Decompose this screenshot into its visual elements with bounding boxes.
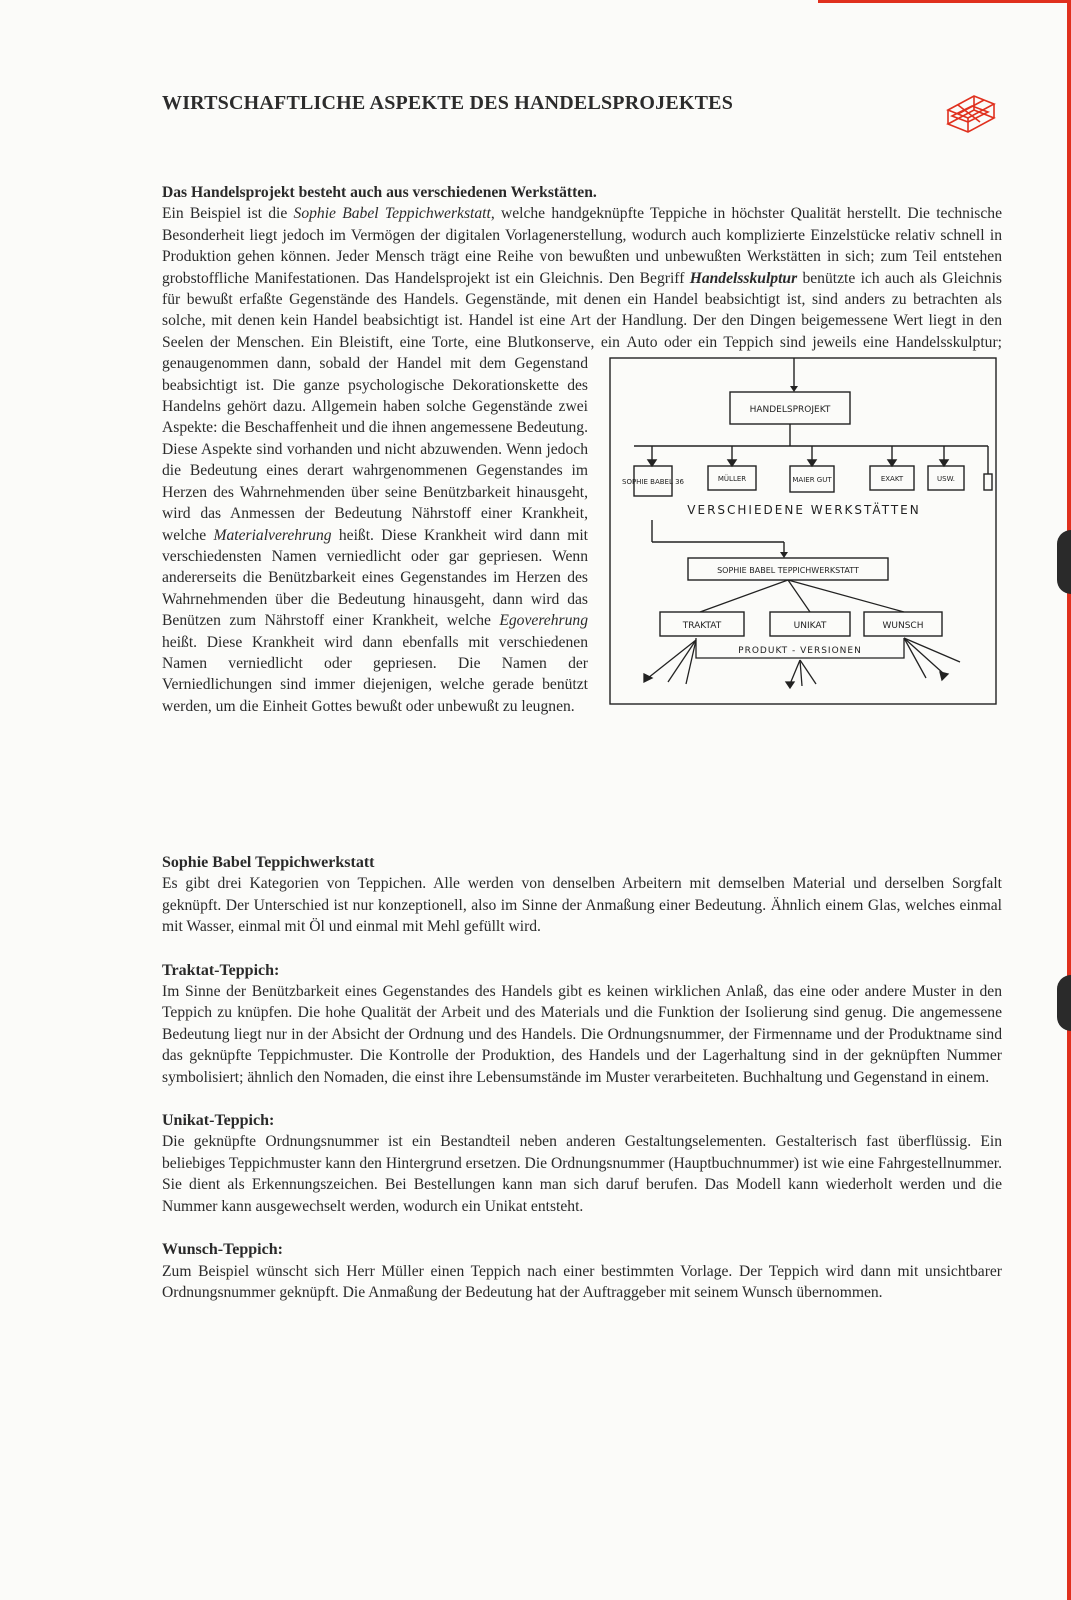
diagram-root-label: HANDELSPROJEKT (749, 405, 831, 416)
intro-text-3-tail: Auto oder ein Teppich sind jeweils eine Handelsskulptur; genaugenommen dann, sobald der Handel mit dem Gegenstand beabsichtigt ist. Die ganze psychologische Dekorationskette des Handelns gehört dazu. Allgemein haben solche Gegenstände zwei Aspekte: die Beschaffenheit und die ihnen angemessene Bedeutung. Diese Aspekte sind vorhanden und nicht abzuwenden. Wenn jedoch die Bedeutung eines derart wahrgenommenen Gegenstandes im Herzen des Wahrnehmenden über seine Benützbarkeit hinausgeht, wird das Anmessen der Bedeutung Nährstoff einer Krankheit, welche (162, 333, 1002, 544)
section-title-unikat: Unikat-Teppich: (162, 1112, 275, 1130)
intro-text-4: heißt. Diese Krankheit wird dann mit verschiedensten Namen verniedlicht oder gar gepriesen. Wenn andererseits die Benützbarkeit eines Gegenstandes im Herzen des Wahrnehmenden über die Bedeutung hinausgeht, dann wird das Benützen zum Nährstoff einer Krankheit, welche (162, 526, 589, 630)
intro-block (162, 182, 1002, 717)
binding-mark (1057, 530, 1071, 594)
intro-text-1: Ein Beispiel ist die (162, 205, 294, 223)
page-edge-top (818, 0, 1071, 3)
handelsskulptur-term: Handelsskulptur (689, 269, 798, 287)
type-label-traktat: TRAKTAT (682, 621, 722, 632)
red-wireframe-cube-logo (944, 88, 998, 136)
section-title-wunsch: Wunsch-Teppich: (162, 1241, 283, 1259)
intro-text-3-cont: Ein Bleistift, eine Torte, eine Blutkonserve, ein (310, 333, 627, 351)
section-text-unikat: Die geknüpfte Ordnungsnummer ist ein Bestandteil neben anderen Gestaltungselementen. Gestalterisch fast überflüssig. Ein beliebiges Teppichmuster kann den Hintergrund ersetzen. Die Ordnungsnummer (Hauptbuchnummer) ist wie eine Fahrgestellnummer. Sie dient als Erkennungszeichen. Bei Bestellungen kann man sich daruf berufen. Das Modell kann wiederholt werden und die Nummer kann ausgewechselt werden, wodurch ein Unikat entsteht. (162, 1133, 1002, 1215)
branch-label-maier: MAIER GUT (792, 476, 832, 485)
intro-text-3: benützte ich auch als Gleichnis für bewußt erfaßte Gegenstände des Handels. Gegenstände, mit denen ein Handel beabsichtigt ist, sind anders zu betrachten als solche, mit denen kein Handel beabsichtigt ist. Handel ist eine Art der Handlung. Der den Dingen beigemessene Wert liegt in den Seelen der Menschen. (162, 269, 1002, 351)
branch-caption: VERSCHIEDENE WERKSTÄTTEN (687, 503, 921, 518)
materialverehrung-term: Materialverehrung (213, 526, 332, 544)
diagram-figure (604, 356, 1002, 710)
egoverehrung-term: Egoverehrung (499, 612, 588, 630)
branch-label-mueller: MÜLLER (717, 475, 747, 484)
type-label-wunsch: WUNSCH (882, 621, 924, 632)
intro-lead: Das Handelsprojekt besteht auch aus verschiedenen Werkstätten. (162, 184, 597, 201)
section-text-traktat: Im Sinne der Benützbarkeit eines Gegenstandes des Handels gibt es keinen wirklichen Anlaß, das eine oder andere Muster in den Teppich zu knüpfen. Die hohe Qualität der Arbeit und des Materials und die Funktion der Isolierung sind genug. Die angemessene Bedeutung liegt nur in der Absicht der Ordnung und des Handels. Die Ordnungsnummer, der Firmenname und der Produktname sind das geknüpfte Teppichmuster. Die Kontrolle der Produktion, des Handels und der Lagerhaltung sind in der geknüpften Nummer symbolisiert; ähnlich den Nomaden, die einst ihre Lebensumstände im Muster verarbeiteten. Buchhaltung und Gegenstand in einem. (162, 983, 1002, 1086)
branch-arrows (648, 446, 948, 466)
intro-text-2: , welche handgeknüpfte Teppiche in höchster Qualität herstellt. Die technische Besonderheit liegt jedoch im Vermögen der digitalen Vorlagenerstellung, wodurch auch komplizierte Einzelstücke relativ schnell in Produktion gehen können. Jeder Mensch trägt eine Reihe von bewußten und unbewußten Werkstätten in sich; zum Teil entstehen grobstoffliche Manifestationen. Das Handelsprojekt ist ein Gleichnis. Den Begriff (162, 205, 1002, 287)
sophie-babel-term: Sophie Babel Teppichwerkstatt (293, 205, 491, 223)
type-label-unikat: UNIKAT (793, 621, 827, 632)
branch-label-usw: USW. (937, 475, 955, 484)
workshop-label: SOPHIE BABEL TEPPICHWERKSTATT (717, 566, 859, 576)
page-heading: WIRTSCHAFTLICHE ASPEKTE DES HANDELSPROJEKTES (162, 92, 734, 114)
section-text-wunsch: Zum Beispiel wünscht sich Herr Müller einen Teppich nach einer bestimmten Vorlage. Der Teppich wird dann mit unsichtbarer Ordnungsnummer geknüpft. Die Anmaßung der Bedeutung hat der Auftraggeber mit seinem Wunsch übernommen. (162, 1262, 1002, 1301)
product-caption: PRODUKT - VERSIONEN (738, 646, 862, 657)
section-title-sophie: Sophie Babel Teppichwerkstatt (162, 854, 375, 871)
section-title-traktat: Traktat-Teppich: (162, 961, 280, 979)
intro-text-5: heißt. Diese Krankheit wird dann ebenfalls mit verschiedenen Namen verniedlicht oder gepriesen. Die Namen der Verniedlichungen sind immer diejenigen, welche gerade benützt werden, um die Einheit Gottes bewußt oder unbewußt zu leugnen. (162, 633, 588, 715)
section-text-sophie: Es gibt drei Kategorien von Teppichen. Alle werden von denselben Arbeitern mit demselben Material und derselben Sorgfalt geknüpft. Der Unterschied ist nur konzeptionell, also im Sinne der Anmaßung einer Bedeutung. Ähnlich einem Glas, welches einmal mit Wasser, einmal mit Öl und einmal mit Mehl gefüllt wird. (162, 875, 1002, 936)
branch-label-exakt: EXAKT (880, 475, 904, 484)
branch-label-sophie: SOPHIE BABEL 36 (622, 478, 684, 487)
sections-block (162, 852, 1002, 1303)
intro-paragraph (162, 203, 1002, 717)
workshop-diagram (604, 356, 1002, 710)
binding-mark (1057, 975, 1071, 1031)
page-edge-right (1067, 0, 1071, 1600)
